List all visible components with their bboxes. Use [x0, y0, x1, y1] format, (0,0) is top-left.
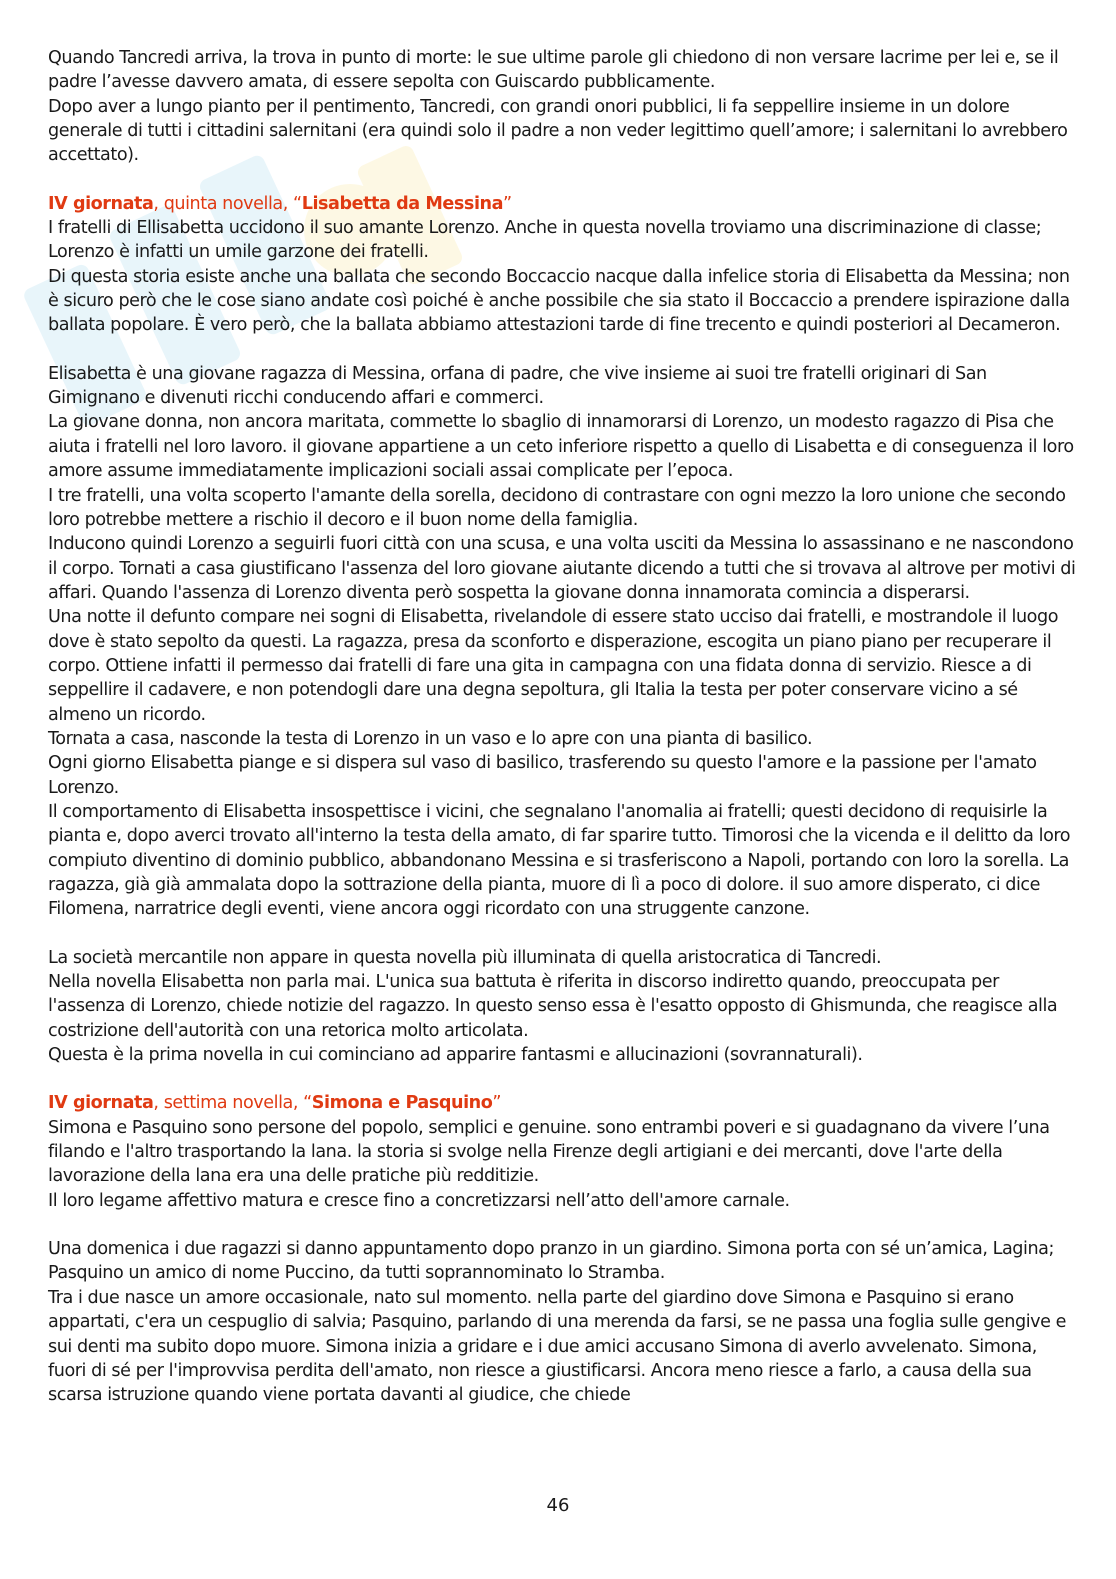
page-number: 46 [546, 1495, 570, 1516]
paragraph: Tra i due nasce un amore occasionale, nato sul momento. nella parte del giardino dove Simona e Pasquino si erano appartati, c'era un cespuglio di salvia; Pasquino, parlando di una merenda da farsi, se ne passa una foglia sulle gengive e sui denti ma subito dopo muore. Simona inizia a gridare e i due amici accusano Simona di averlo avvelenato. Simona, fuori di sé per l'improvvisa perdita dell'amato, non riesce a giustificarsi. Ancora meno riesce a farlo, a causa della sua scarsa istruzione quando viene portata davanti al giudice, che chiede [48, 1287, 1066, 1406]
paragraph: La giovane donna, non ancora maritata, commette lo sbaglio di innamorarsi di Lorenzo, un modesto ragazzo di Pisa che aiuta i fratelli nel loro lavoro. il giovane appartiene a un ceto inferiore rispetto a quello di Lisabetta e di conseguenza il loro amore assume immediatamente implicazioni sociali assai complicate per l’epoca. [48, 412, 1074, 482]
paragraph: Una notte il defunto compare nei sogni di Elisabetta, rivelandole di essere stato ucciso dai fratelli, e mostrandole il luogo dove è stato sepolto da questi. La ragazza, presa da sconforto e disperazione, escogita un piano piano per recuperare il corpo. Ottiene infatti il permesso dai fratelli di fare una gita in campagna con una fidata donna di servizio. Riesce a di seppellire il cadavere, e non potendogli dare una degna sepoltura, gli Italia la testa per poter conservare vicino a sé almeno un ricordo. [48, 607, 1059, 725]
paragraph: Simona e Pasquino sono persone del popolo, semplici e genuine. sono entrambi poveri e si guadagnano da vivere l’una filando e l'altro trasportando la lana. la storia si svolge nella Firenze degli artigiani e dei mercanti, dove l'arte della lavorazione della lana era una delle pratiche più redditizie. [48, 1117, 1050, 1187]
paragraph: La società mercantile non appare in questa novella più illuminata di quella aristocratica di Tancredi. [48, 947, 882, 968]
paragraph: Nella novella Elisabetta non parla mai. L'unica sua battuta è riferita in discorso indiretto quando, preoccupata per l'assenza di Lorenzo, chiede notizie del ragazzo. In questo senso essa è l'esatto opposto di Ghismunda, che reagisce alla costrizione dell'autorità con una retorica molto articolata. [48, 972, 1058, 1041]
paragraph: Questa è la prima novella in cui cominciano ad apparire fantasmi e allucinazioni (sovrannaturali). [48, 1045, 863, 1066]
section-heading [48, 192, 1078, 216]
heading-end: ” [503, 193, 512, 214]
paragraph: Elisabetta è una giovane ragazza di Messina, orfana di padre, che vive insieme ai suoi tre fratelli originari di San Gimignano e divenuti ricchi conducendo affari e commerci. [48, 363, 987, 409]
paragraph: Tornata a casa, nasconde la testa di Lorenzo in un vaso e lo apre con una pianta di basilico. [48, 728, 813, 749]
heading-mid: , quinta novella, “ [153, 193, 302, 214]
paragraph: Una domenica i due ragazzi si danno appuntamento dopo pranzo in un giardino. Simona porta con sé un’amica, Lagina; Pasquino un amico di nome Puccino, da tutti soprannominato lo Stramba. [48, 1239, 1054, 1284]
paragraph: I fratelli di Ellisabetta uccidono il suo amante Lorenzo. Anche in questa novella troviamo una discriminazione di classe; Lorenzo è infatti un umile garzone dei fratelli. [48, 218, 1042, 263]
paragraph: Il comportamento di Elisabetta insospettisce i vicini, che segnalano l'anomalia ai fratelli; questi decidono di requisirle la pianta e, dopo averci trovato all'interno la testa della amato, di far sparire tutto. Timorosi che la vicenda e il delitto da loro compiuto diventino di dominio pubblico, abbandonano Messina e si trasferiscono a Napoli, portando con loro la sorella. La ragazza, già già ammalata dopo la sottrazione della pianta, muore di lì a poco di dolore. il suo amore disperato, ci dice Filomena, narratrice degli eventi, viene ancora oggi ricordato con una struggente canzone. [48, 801, 1071, 920]
paragraph: Ogni giorno Elisabetta piange e si dispera sul vaso di basilico, trasferendo su questo l'amore e la passione per l'amato Lorenzo. [48, 753, 1037, 798]
heading-end: ” [492, 1093, 502, 1114]
heading-title: Simona e Pasquino [311, 1093, 493, 1114]
paragraph: Il loro legame affettivo matura e cresce fino a concretizzarsi nell’atto dell'amore carnale. [48, 1190, 790, 1211]
heading-mid: , settima novella, “ [153, 1093, 312, 1114]
paragraph: Dopo aver a lungo pianto per il pentimento, Tancredi, con grandi onori pubblici, li fa seppellire insieme in un dolore generale di tutti i cittadini salernitani (era quindi solo il padre a non veder legittimo quell’amore; i salernitani lo avrebbero accettato). [48, 96, 1068, 166]
paragraph: I tre fratelli, una volta scoperto l'amante della sorella, decidono di contrastare con ogni mezzo la loro unione che secondo loro potrebbe mettere a rischio il decoro e il buon nome della famiglia. [48, 485, 1066, 530]
paragraph: Quando Tancredi arriva, la trova in punto di morte: le sue ultime parole gli chiedono di non versare lacrime per lei e, se il padre l’avesse davvero amata, di essere sepolta con Guiscardo pubblicamente. [48, 48, 1059, 93]
heading-title: Lisabetta da Messina [301, 193, 504, 214]
paragraph: Di questa storia esiste anche una ballata che secondo Boccaccio nacque dalla infelice storia di Elisabetta da Messina; non è sicuro però che le cose siano andate così poiché è anche possibile che sia stato il Boccaccio a prendere ispirazione dalla ballata popolare. È vero però, che la ballata abbiamo attestazioni tarde di fine trecento e quindi posteriori al Decameron. [48, 266, 1070, 336]
paragraph: Inducono quindi Lorenzo a seguirli fuori città con una scusa, e una volta usciti da Messina lo assassinano e ne nascondono il corpo. Tornati a casa giustificano l'assenza del loro giovane aiutante dicendo a tutti che si trovava al altrove per motivi di affari. Quando l'assenza di Lorenzo diventa però sospetta la giovane donna innamorata comincia a disperarsi. [48, 534, 1076, 603]
heading-day: IV giornata [48, 1093, 154, 1114]
heading-day: IV giornata [48, 193, 154, 214]
section-heading [48, 1091, 1078, 1115]
document-page [48, 46, 1078, 1408]
